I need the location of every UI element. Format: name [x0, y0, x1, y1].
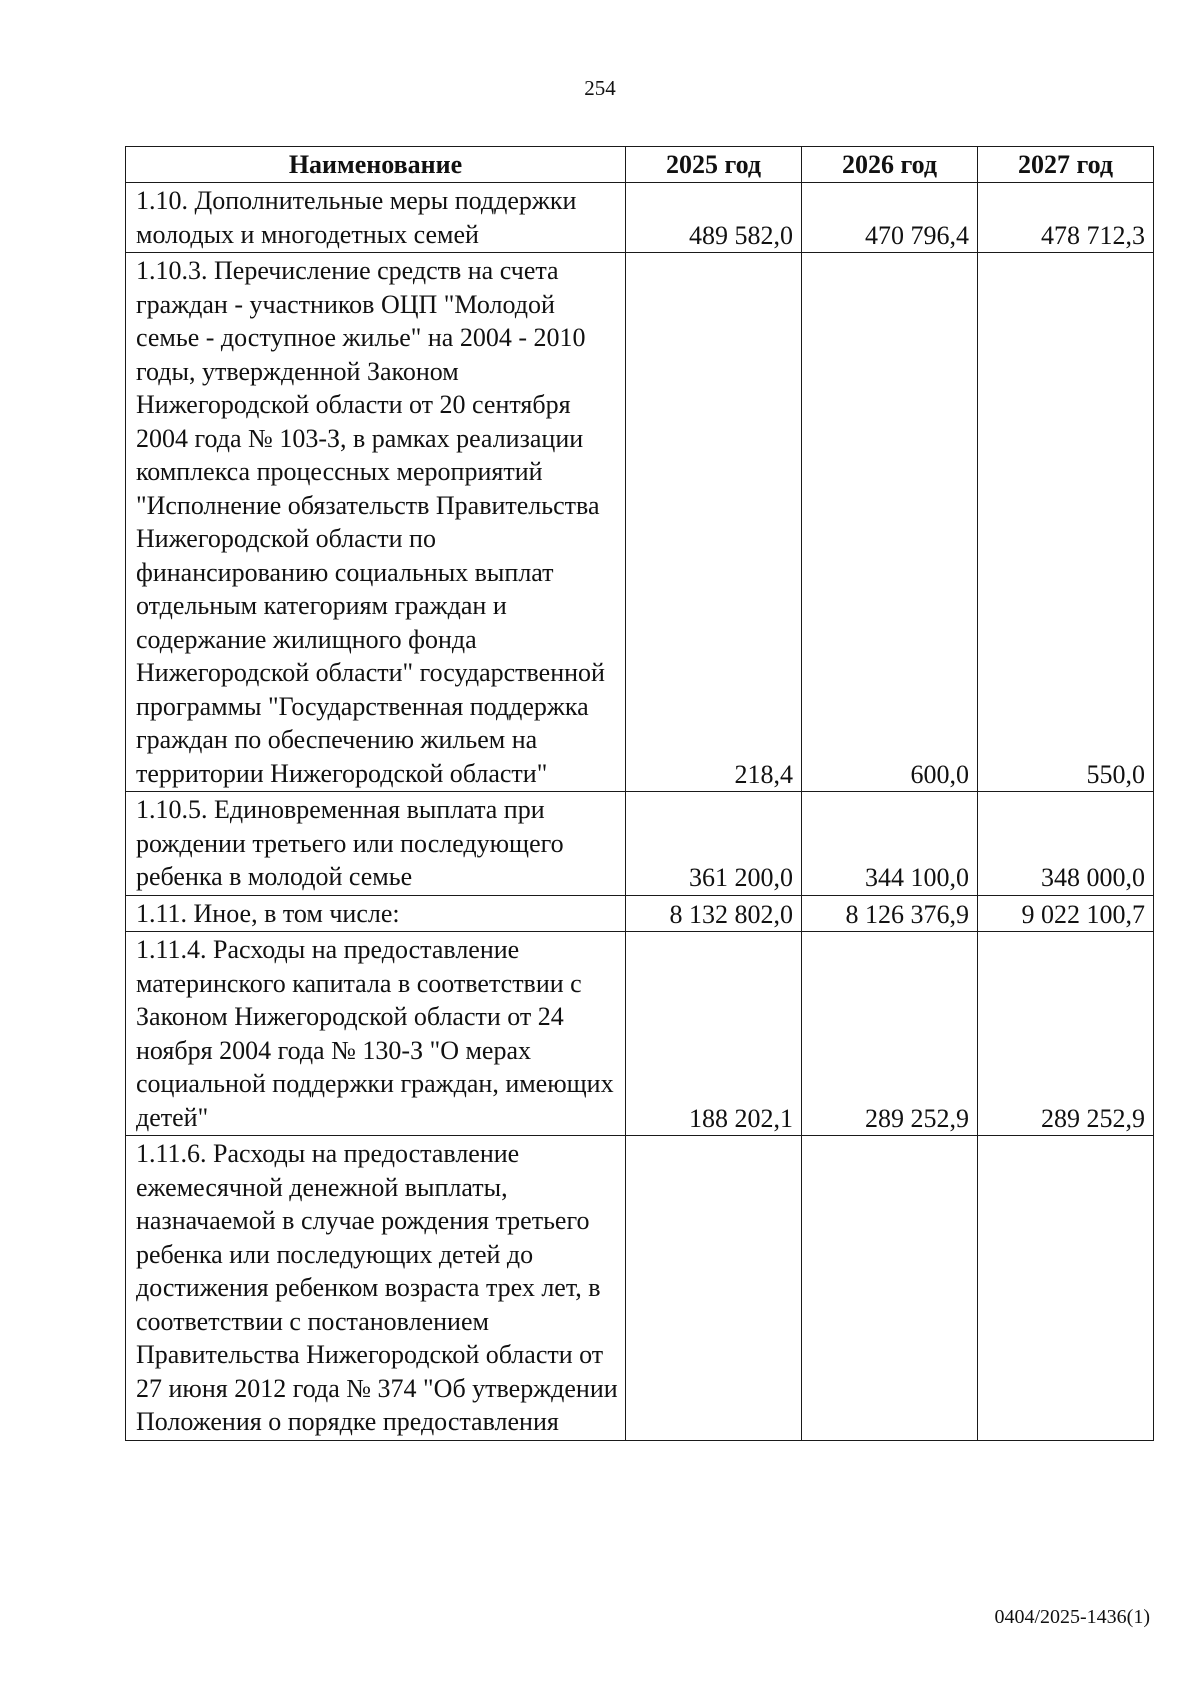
row-value-2027: 9 022 100,7	[978, 895, 1154, 932]
row-value-2027: 348 000,0	[978, 792, 1154, 896]
row-value-2026: 8 126 376,9	[802, 895, 978, 932]
header-2025: 2025 год	[626, 147, 802, 183]
page-number: 254	[584, 76, 616, 100]
row-value-2027: 478 712,3	[978, 183, 1154, 253]
row-value-2026: 344 100,0	[802, 792, 978, 896]
row-value-2025: 218,4	[626, 253, 802, 792]
header-2026: 2026 год	[802, 147, 978, 183]
table-row	[126, 792, 1154, 896]
row-value-2026: 470 796,4	[802, 183, 978, 253]
table-row	[126, 253, 1154, 792]
row-name: 1.10.3. Перечисление средств на счета граждан - участников ОЦП "Молодой семье - доступное жилье" на 2004 - 2010 годы, утвержденной Законом Нижегородской области от 20 сентября 2004 года № 103-З, в рамках реализации комплекса процессных мероприятий "Исполнение обязательств Правительства Нижегородской области по финансированию социальных выплат отдельным категориям граждан и содержание жилищного фонда Нижегородской области" государственной программы "Государственная поддержка граждан по обеспечению жильем на территории Нижегородской области"	[126, 253, 626, 792]
row-value-2026: 600,0	[802, 253, 978, 792]
budget-table	[125, 146, 1154, 1441]
row-value-2025: 8 132 802,0	[626, 895, 802, 932]
row-name: 1.11. Иное, в том числе:	[126, 895, 626, 932]
header-2027: 2027 год	[978, 147, 1154, 183]
row-value-2025	[626, 1136, 802, 1441]
header-name: Наименование	[126, 147, 626, 183]
row-value-2027: 289 252,9	[978, 932, 1154, 1136]
document-code: 0404/2025-1436(1)	[994, 1606, 1150, 1628]
row-value-2025: 188 202,1	[626, 932, 802, 1136]
row-value-2025: 489 582,0	[626, 183, 802, 253]
row-name: 1.11.4. Расходы на предоставление материнского капитала в соответствии с Законом Нижегородской области от 24 ноября 2004 года № 130-З "О мерах социальной поддержки граждан, имеющих детей"	[126, 932, 626, 1136]
row-value-2027: 550,0	[978, 253, 1154, 792]
table-row	[126, 183, 1154, 253]
row-value-2027	[978, 1136, 1154, 1441]
row-name: 1.11.6. Расходы на предоставление ежемесячной денежной выплаты, назначаемой в случае рождения третьего ребенка или последующих детей до достижения ребенком возраста трех лет, в соответствии с постановлением Правительства Нижегородской области от 27 июня 2012 года № 374 "Об утверждении Положения о порядке предоставления	[126, 1136, 626, 1441]
row-name: 1.10.5. Единовременная выплата при рождении третьего или последующего ребенка в молодой семье	[126, 792, 626, 896]
table-row	[126, 895, 1154, 932]
table-row	[126, 932, 1154, 1136]
row-value-2025: 361 200,0	[626, 792, 802, 896]
table-header-row	[126, 147, 1154, 183]
row-value-2026: 289 252,9	[802, 932, 978, 1136]
table-row	[126, 1136, 1154, 1441]
row-value-2026	[802, 1136, 978, 1441]
row-name: 1.10. Дополнительные меры поддержки молодых и многодетных семей	[126, 183, 626, 253]
